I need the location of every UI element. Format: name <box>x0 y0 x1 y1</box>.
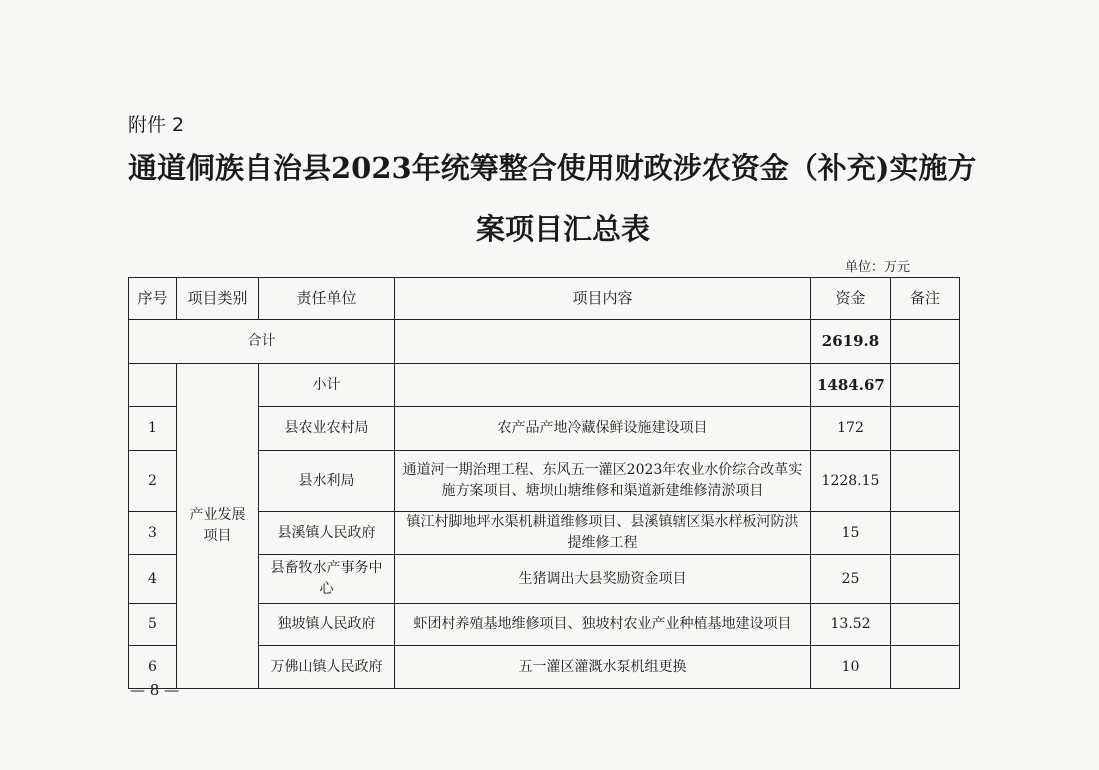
category-cell <box>177 364 259 689</box>
row-content: 镇江村脚地坪水渠机耕道维修项目、县溪镇辖区渠水样板河防洪提维修工程 <box>395 512 811 555</box>
row-remark <box>891 407 960 451</box>
total-label: 合计 <box>129 320 395 364</box>
subtotal-label: 小计 <box>259 364 395 407</box>
total-row <box>129 320 960 364</box>
row-amount: 13.52 <box>811 604 891 646</box>
total-amount: 2619.8 <box>811 320 891 364</box>
row-content: 通道河一期治理工程、东风五一灌区2023年农业水价综合改革实施方案项目、塘坝山塘维修和渠道新建维修清淤项目 <box>395 451 811 512</box>
col-header-category: 项目类别 <box>177 278 259 320</box>
title-line-1: 通道侗族自治县2023年统筹整合使用财政涉农资金（补充)实施方 <box>128 151 977 185</box>
row-remark <box>891 604 960 646</box>
row-unit: 县溪镇人民政府 <box>259 512 395 555</box>
row-amount: 25 <box>811 555 891 604</box>
row-remark <box>891 512 960 555</box>
row-content: 五一灌区灌溉水泵机组更换 <box>395 646 811 689</box>
col-header-remark: 备注 <box>891 278 960 320</box>
row-unit: 县农业农村局 <box>259 407 395 451</box>
unit-label: 单位：万元 <box>845 260 911 275</box>
page-number: — 8 — <box>130 681 180 699</box>
row-amount: 15 <box>811 512 891 555</box>
row-no: 3 <box>129 512 177 555</box>
row-content: 农产品产地冷藏保鲜设施建设项目 <box>395 407 811 451</box>
row-no: 2 <box>129 451 177 512</box>
row-no: 5 <box>129 604 177 646</box>
header-row <box>129 278 960 320</box>
row-no: 4 <box>129 555 177 604</box>
subtotal-no <box>129 364 177 407</box>
row-content: 虾团村养殖基地维修项目、独坡村农业产业种植基地建设项目 <box>395 604 811 646</box>
row-unit: 县畜牧水产事务中心 <box>259 555 395 604</box>
category-label: 产业发展项目 <box>189 507 246 544</box>
col-header-no: 序号 <box>129 278 177 320</box>
total-content <box>395 320 811 364</box>
row-unit: 万佛山镇人民政府 <box>259 646 395 689</box>
row-remark <box>891 646 960 689</box>
row-unit: 独坡镇人民政府 <box>259 604 395 646</box>
title-line-2: 案项目汇总表 <box>475 212 650 246</box>
row-unit: 县水利局 <box>259 451 395 512</box>
row-remark <box>891 555 960 604</box>
summary-table <box>128 277 960 689</box>
total-remark <box>891 320 960 364</box>
row-remark <box>891 451 960 512</box>
col-header-amount: 资金 <box>811 278 891 320</box>
row-no: 6 <box>129 646 177 689</box>
attachment-label: 附件 2 <box>128 114 185 136</box>
row-amount: 172 <box>811 407 891 451</box>
row-amount: 1228.15 <box>811 451 891 512</box>
subtotal-row <box>129 364 960 407</box>
subtotal-amount: 1484.67 <box>811 364 891 407</box>
row-amount: 10 <box>811 646 891 689</box>
row-content: 生猪调出大县奖励资金项目 <box>395 555 811 604</box>
subtotal-content <box>395 364 811 407</box>
subtotal-remark <box>891 364 960 407</box>
col-header-content: 项目内容 <box>395 278 811 320</box>
col-header-unit: 责任单位 <box>259 278 395 320</box>
row-no: 1 <box>129 407 177 451</box>
